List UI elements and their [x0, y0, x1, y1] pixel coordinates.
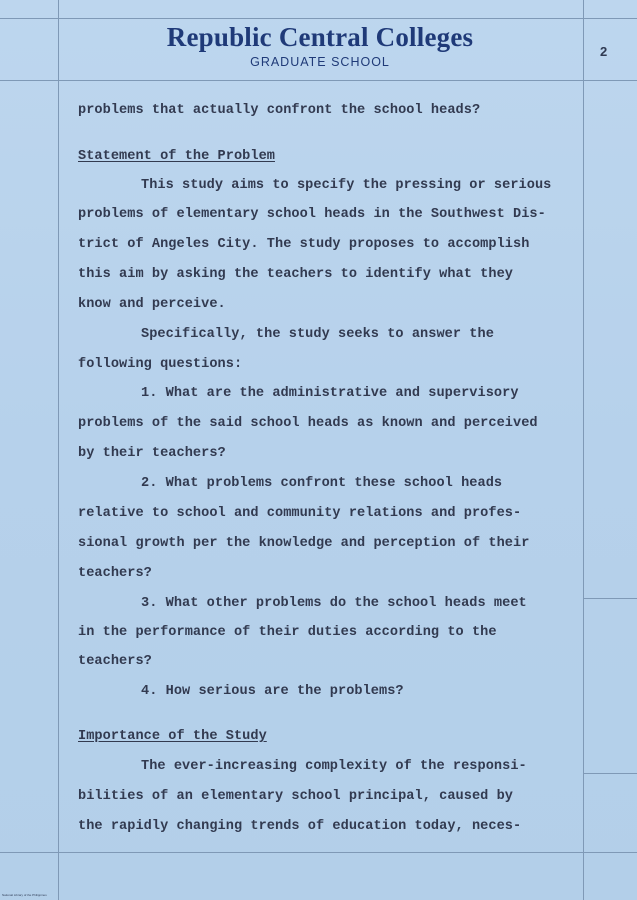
section-heading-importance: Importance of the Study	[78, 729, 267, 744]
section-heading-statement: Statement of the Problem	[78, 149, 275, 164]
body-line: the rapidly changing trends of education today, neces-	[78, 819, 522, 834]
page-number: 2	[600, 44, 608, 59]
body-line: problems that actually confront the school heads?	[78, 103, 481, 118]
body-line: this aim by asking the teachers to identify what they	[78, 267, 514, 282]
archive-footer-note: National Library of the Philippines	[2, 893, 47, 897]
question-3: 3. What other problems do the school heads meet	[141, 596, 527, 611]
margin-rule-left	[58, 0, 59, 900]
body-line: problems of elementary school heads in the Southwest Dis-	[78, 207, 546, 222]
body-line: problems of the said school heads as known and perceived	[78, 416, 538, 431]
question-1: 1. What are the administrative and supervisory	[141, 386, 519, 401]
body-line: Specifically, the study seeks to answer the	[141, 327, 494, 342]
side-rule-2	[583, 773, 637, 774]
question-4: 4. How serious are the problems?	[141, 684, 404, 699]
side-rule-1	[583, 598, 637, 599]
body-line: teachers?	[78, 566, 152, 581]
body-line: know and perceive.	[78, 297, 226, 312]
college-name: Republic Central Colleges	[166, 22, 474, 52]
body-line: following questions:	[78, 357, 243, 372]
body-line: sional growth per the knowledge and perception of their	[78, 536, 530, 551]
body-line: bilities of an elementary school principal, caused by	[78, 789, 514, 804]
question-2: 2. What problems confront these school heads	[141, 476, 503, 491]
body-line: by their teachers?	[78, 446, 226, 461]
body-line: This study aims to specify the pressing or serious	[141, 178, 552, 193]
body-line: trict of Angeles City. The study proposes to accomplish	[78, 237, 530, 252]
bottom-rule	[0, 852, 637, 853]
header-rule	[0, 80, 637, 81]
body-line: relative to school and community relations and profes-	[78, 506, 522, 521]
body-line: in the performance of their duties according to the	[78, 625, 497, 640]
margin-rule-right	[583, 0, 584, 900]
top-rule	[0, 18, 637, 19]
body-line: teachers?	[78, 654, 152, 669]
body-line: The ever-increasing complexity of the responsi-	[141, 759, 527, 774]
school-name: GRADUATE SCHOOL	[250, 55, 390, 69]
